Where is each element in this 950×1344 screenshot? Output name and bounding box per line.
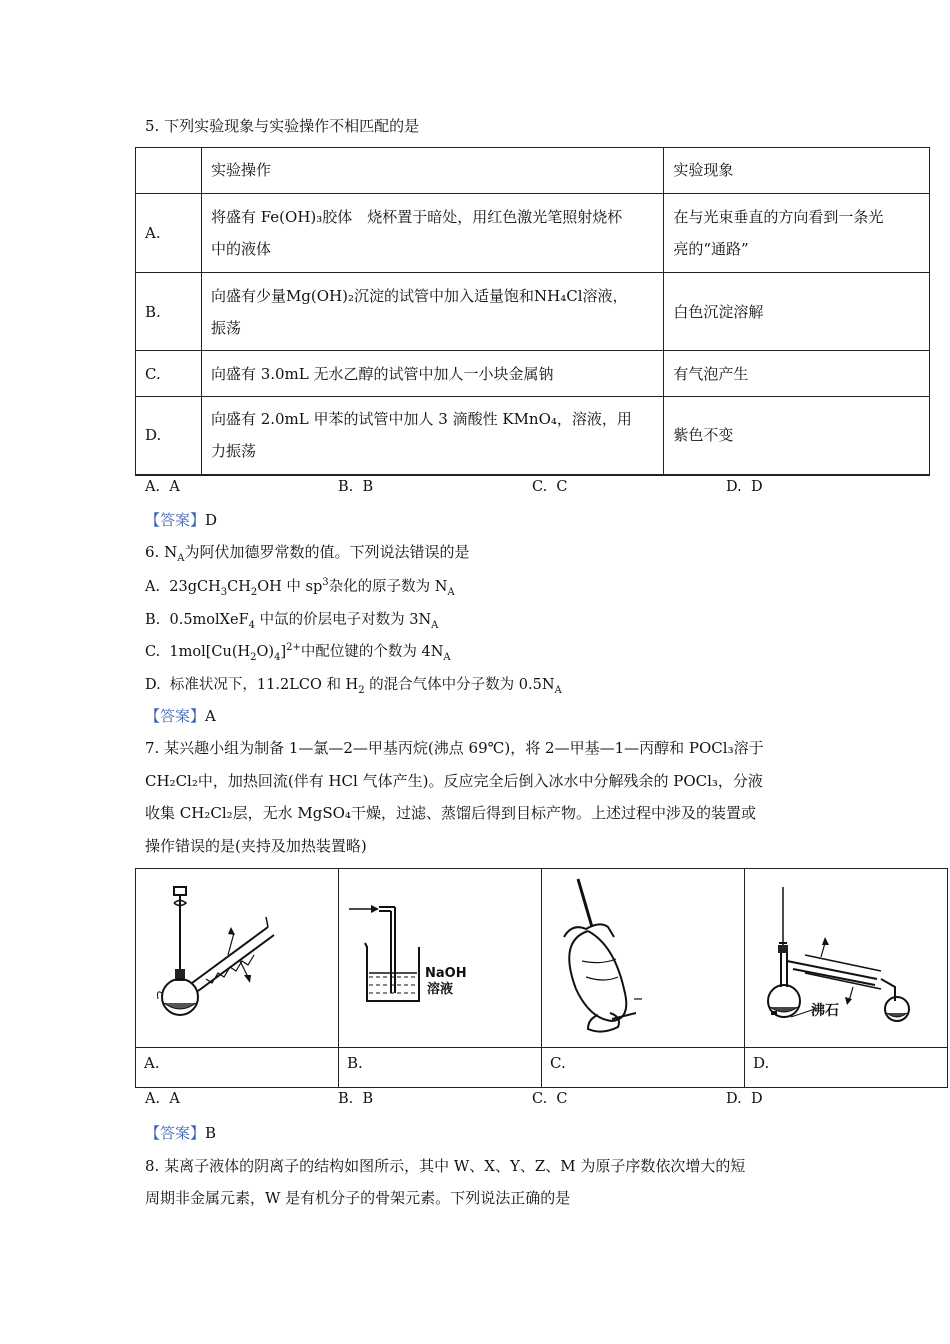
choice-b: B. B bbox=[338, 479, 374, 495]
op-line: 向盛有 2.0mL 甲苯的试管中加人 3 滴酸性 KMnO₄，溶液，用 bbox=[210, 410, 632, 429]
apparatus-b bbox=[338, 868, 542, 1048]
header-operation: 实验操作 bbox=[201, 148, 663, 194]
apparatus-grid bbox=[135, 868, 948, 1088]
row-label: B. bbox=[136, 273, 202, 351]
gas-absorption-beaker-icon bbox=[339, 869, 541, 1047]
solution-label: 溶液 bbox=[427, 982, 454, 997]
q7-stem-line: 操作错误的是(夹持及加热装置略) bbox=[145, 837, 367, 855]
q5-answer: 【答案】D bbox=[145, 511, 218, 529]
choice-a: A. A bbox=[145, 479, 180, 495]
separatory-funnel-shaking-icon bbox=[542, 869, 744, 1047]
apparatus-c bbox=[541, 868, 745, 1048]
q7-answer: 【答案】B bbox=[145, 1124, 217, 1142]
row-label: D. bbox=[136, 397, 202, 475]
op-line: 向盛有 3.0mL 无水乙醇的试管中加人一小块金属钠 bbox=[210, 364, 554, 383]
q6-option-d: D. 标准状况下，11.2LCO 和 $H_2$ 的混合气体中分子数为 $0.5N_A$ bbox=[145, 677, 562, 696]
apparatus-d bbox=[744, 868, 948, 1048]
row-label: A. bbox=[136, 194, 202, 273]
q8-stem-line: 周期非金属元素，W 是有机分子的骨架元素。下列说法正确的是 bbox=[145, 1189, 571, 1207]
op-line: 向盛有少量Mg(OH)₂沉淀的试管中加入适量饱和NH₄Cl溶液， bbox=[210, 286, 628, 305]
table-row bbox=[136, 351, 930, 397]
choice-a: A. A bbox=[145, 1091, 180, 1107]
table-row bbox=[136, 273, 930, 351]
row-label: C. bbox=[136, 351, 202, 397]
q6-option-b: B. 0.5molXeF$_4$ 中氙的价层电子对数为 $3N_A$ bbox=[145, 612, 439, 631]
apparatus-a bbox=[135, 868, 339, 1048]
boiling-chip-label: 沸石 bbox=[811, 1003, 839, 1019]
phenomenon-line: 紫色不变 bbox=[673, 426, 734, 445]
naoh-label: NaOH bbox=[425, 966, 467, 981]
choice-b: B. B bbox=[338, 1091, 374, 1107]
q7-stem-line: CH₂Cl₂中，加热回流(伴有 HCl 气体产生)。反应完全后倒入冰水中分解残余的 POCl₃，分液 bbox=[145, 772, 763, 790]
apparatus-label-d: D. bbox=[744, 1047, 948, 1088]
q6-stem: 6. $N_A$为阿伏加德罗常数的值。下列说法错误的是 bbox=[145, 543, 470, 564]
op-line: 将盛有 Fe(OH)₃胶体 烧杯置于暗处，用红色激光笔照射烧杯 bbox=[210, 208, 623, 226]
op-line: 振荡 bbox=[210, 318, 241, 337]
q5-stem: 5. 下列实验现象与实验操作不相匹配的是 bbox=[145, 117, 420, 135]
choice-d: D. D bbox=[726, 479, 763, 495]
q6-answer: 【答案】A bbox=[145, 707, 216, 725]
choice-c: C. C bbox=[532, 1091, 568, 1107]
q6-option-a: A. $23gCH_3CH_2OH$ 中 $sp^3$杂化的原子数为 $N_A$ bbox=[145, 577, 455, 598]
q5-table bbox=[135, 147, 930, 476]
q7-stem-line: 7. 某兴趣小组为制备 1—氯—2—甲基丙烷(沸点 69℃)，将 2—甲基—1—丙醇和 POCl₃溶于 bbox=[145, 739, 764, 757]
phenomenon-line: 有气泡产生 bbox=[673, 364, 749, 383]
table-header-row bbox=[136, 148, 930, 194]
phenomenon-line: 白色沉淀溶解 bbox=[673, 302, 764, 321]
table-row bbox=[136, 194, 930, 273]
op-line: 力振荡 bbox=[210, 442, 256, 461]
table-row bbox=[136, 397, 930, 475]
apparatus-label-b: B. bbox=[338, 1047, 542, 1088]
op-line: 中的液体 bbox=[210, 240, 271, 258]
q8-stem-line: 8. 某离子液体的阴离子的结构如图所示，其中 W、X、Y、Z、M 为原子序数依次增大的短 bbox=[145, 1157, 746, 1175]
phenomenon-line: 亮的“通路” bbox=[673, 240, 749, 258]
apparatus-label-c: C. bbox=[541, 1047, 745, 1088]
q6-option-c: C. $1mol[Cu(H_2O)_4]^{2+}$中配位键的个数为 $4N_A$ bbox=[145, 642, 451, 663]
choice-d: D. D bbox=[726, 1091, 763, 1107]
reflux-apparatus-icon bbox=[136, 869, 338, 1047]
choice-c: C. C bbox=[532, 479, 568, 495]
distillation-apparatus-icon bbox=[745, 869, 947, 1047]
phenomenon-line: 在与光束垂直的方向看到一条光 bbox=[673, 208, 884, 226]
header-phenomenon: 实验现象 bbox=[664, 148, 930, 194]
apparatus-label-a: A. bbox=[135, 1047, 339, 1088]
q7-stem-line: 收集 CH₂Cl₂层，无水 MgSO₄干燥，过滤、蒸馏后得到目标产物。上述过程中涉及的装置或 bbox=[145, 804, 756, 822]
